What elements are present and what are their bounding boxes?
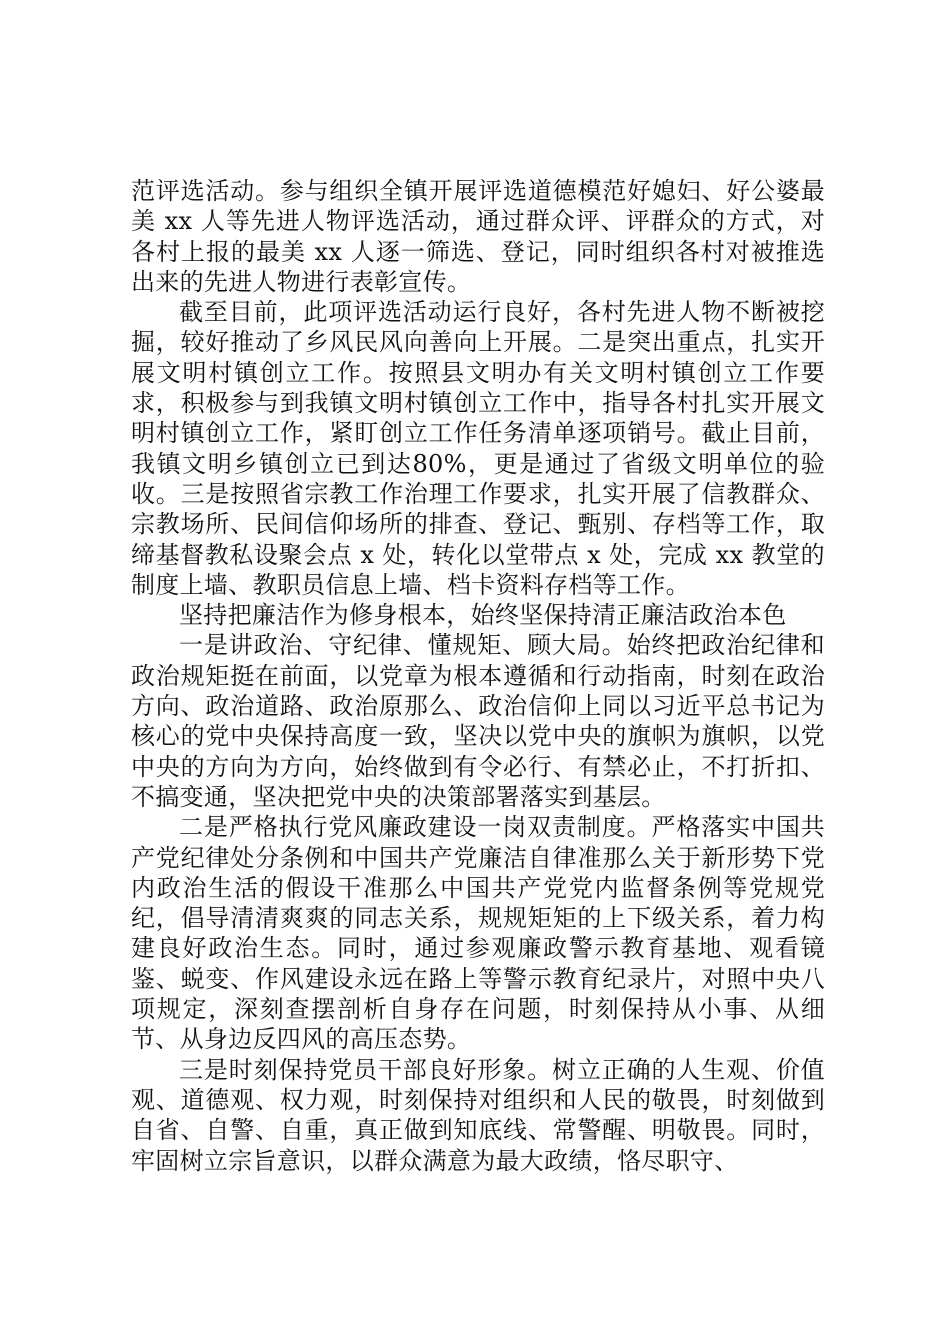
document-body [131,176,825,1176]
paragraph-1: 范评选活动。参与组织全镇开展评选道德模范好媳妇、好公婆最美 xx 人等先进人物评选活动，通过群众评、评群众的方式，对各村上报的最美 xx 人逐一筛选、登记，同时组织各村对被推选出来的先进人物进行表彰宣传。 [131,177,825,296]
paragraph-2: 截至目前，此项评选活动运行良好，各村先进人物不断被挖掘，较好推动了乡风民风向善向上开展。二是突出重点，扎实开展文明村镇创立工作。按照县文明办有关文明村镇创立工作要求，积极参与到我镇文明村镇创立工作中，指导各村扎实开展文明村镇创立工作，紧盯创立工作任务清单逐项销号。截止目前，我镇文明乡镇创立已到达80%，更是通过了省级文明单位的验收。三是按照省宗教工作治理工作要求，扎实开展了信教群众、宗教场所、民间信仰场所的排查、登记、甄别、存档等工作，取缔基督教私设聚会点 x 处，转化以堂带点 x 处，完成 xx 教堂的制度上墙、教职员信息上墙、档卡资料存档等工作。 [131,298,825,599]
paragraph-3: 一是讲政治、守纪律、懂规矩、顾大局。始终把政治纪律和政治规矩挺在前面，以党章为根本遵循和行动指南，时刻在政治方向、政治道路、政治原那么、政治信仰上同以习近平总书记为核心的党中央保持高度一致，坚决以党中央的旗帜为旗帜，以党中央的方向为方向，始终做到有令必行、有禁必止，不打折扣、不搞变通，坚决把党中央的决策部署落实到基层。 [131,631,825,811]
paragraph-5: 三是时刻保持党员干部良好形象。树立正确的人生观、价值观、道德观、权力观，时刻保持对组织和人民的敬畏，时刻做到自省、自警、自重，真正做到知底线、常警醒、明敬畏。同时，牢固树立宗旨意识，以群众满意为最大政绩，恪尽职守、 [131,1055,825,1175]
section-heading: 坚持把廉洁作为修身根本，始终坚保持清正廉洁政治本色 [179,601,787,630]
paragraph-4: 二是严格执行党风廉政建设一岗双责制度。严格落实中国共产党纪律处分条例和中国共产党廉洁自律准那么关于新形势下党内政治生活的假设干准那么中国共产党党内监督条例等党规党纪，倡导清清爽爽的同志关系，规规矩矩的上下级关系，着力构建良好政治生态。同时，通过参观廉政警示教育基地、观看镜鉴、蜕变、作风建设永远在路上等警示教育纪录片，对照中央八项规定，深刻查摆剖析自身存在问题，时刻保持从小事、从细节、从身边反四风的高压态势。 [131,813,825,1054]
